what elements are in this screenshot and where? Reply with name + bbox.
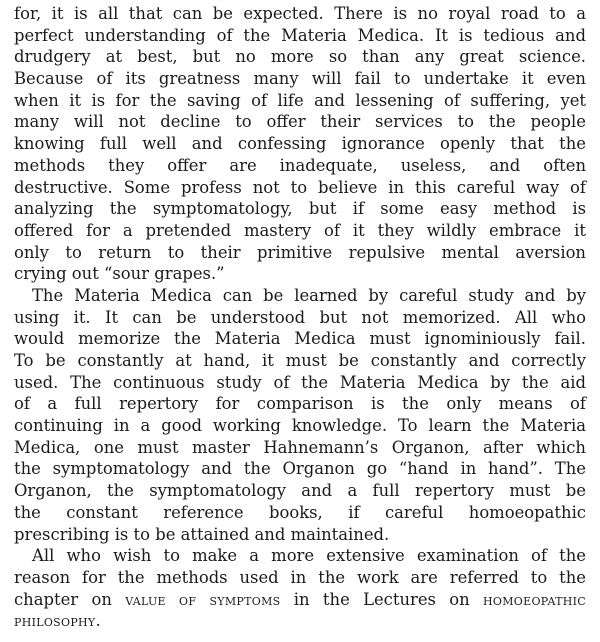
text-line: using it. It can be understood but not memorized. All who bbox=[14, 307, 586, 327]
text-run: chapter on bbox=[14, 589, 126, 609]
text-line: only to return to their primitive repulsive mental aversion bbox=[14, 242, 586, 262]
text-line: knowing full well and confessing ignorance openly that the bbox=[14, 134, 586, 154]
text-line bbox=[14, 610, 586, 632]
text-run: . bbox=[95, 611, 101, 631]
text-line: continuing in a good working knowledge. To learn the Materia bbox=[14, 416, 586, 436]
text-line: when it is for the saving of life and lessening of suffering, yet bbox=[14, 90, 586, 110]
text-line: perfect understanding of the Materia Medica. It is tedious and bbox=[14, 25, 586, 45]
text-line: offered for a pretended mastery of it they wildly embrace it bbox=[14, 220, 586, 240]
small-caps-term: philosophy bbox=[14, 612, 96, 631]
text-line: would memorize the Materia Medica must ignominiously fail. bbox=[14, 329, 586, 349]
text-line: Medica, one must master Hahnemann’s Organon, after which bbox=[14, 437, 586, 457]
text-line: All who wish to make a more extensive examination of the bbox=[32, 546, 586, 566]
small-caps-term: value of symptoms bbox=[125, 590, 281, 609]
text-line: of a full repertory for comparison is the only means of bbox=[14, 394, 586, 414]
paragraph-3 bbox=[14, 545, 586, 632]
text-line: prescribing is to be attained and maintained. bbox=[14, 524, 390, 544]
text-line bbox=[14, 589, 586, 611]
text-line: analyzing the symptomatology, but if some easy method is bbox=[14, 199, 586, 219]
small-caps-term: homoeopathic bbox=[483, 590, 586, 609]
text-line: many will not decline to offer their services to the people bbox=[14, 112, 586, 132]
text-line: The Materia Medica can be learned by careful study and by bbox=[32, 285, 586, 305]
text-run: in the Lectures on bbox=[280, 589, 484, 609]
text-line: crying out “sour grapes.” bbox=[14, 264, 225, 284]
text-line: the constant reference books, if careful homoeopathic bbox=[14, 502, 586, 522]
text-line: the symptomatology and the Organon go “hand in hand”. The bbox=[14, 459, 586, 479]
paragraph-2 bbox=[14, 285, 586, 545]
text-line: drudgery at best, but no more so than any great science. bbox=[14, 47, 586, 67]
paragraph-1 bbox=[14, 3, 586, 285]
text-line: reason for the methods used in the work are referred to the bbox=[14, 567, 586, 587]
text-line: Organon, the symptomatology and a full repertory must be bbox=[14, 481, 586, 501]
text-line: used. The continuous study of the Materia Medica by the aid bbox=[14, 372, 586, 392]
text-line: methods they offer are inadequate, useless, and often bbox=[14, 155, 586, 175]
text-line: destructive. Some profess not to believe in this careful way of bbox=[14, 177, 586, 197]
text-line: for, it is all that can be expected. There is no royal road to a bbox=[14, 4, 586, 23]
text-line: Because of its greatness many will fail to undertake it even bbox=[14, 69, 586, 89]
text-line: To be constantly at hand, it must be constantly and correctly bbox=[14, 351, 586, 370]
